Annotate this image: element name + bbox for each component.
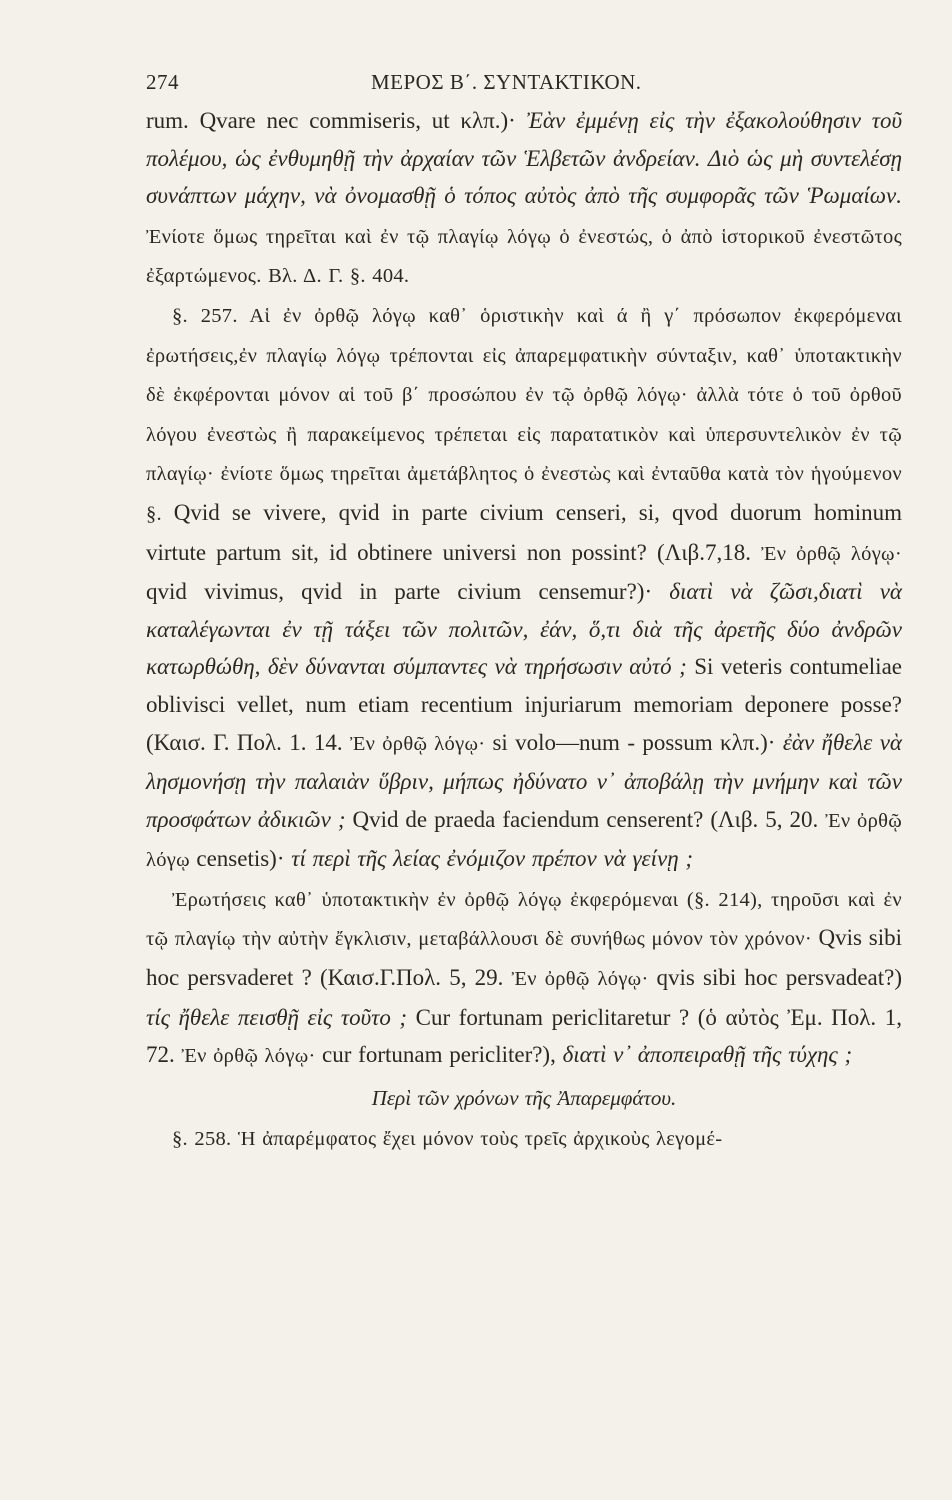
page-number: 274: [146, 70, 179, 94]
text-segment: §. 258. Ἡ ἀπαρέμφατος ἔχει μόνον τοὺς τρεῖς ἀρχικοὺς λεγομέ-: [172, 1127, 723, 1150]
text-segment: si volo—num - possum κλπ.)·: [492, 729, 783, 755]
paragraph-continuation: [146, 102, 902, 296]
text-segment: Ἐν ὀρθῷ λόγῳ·: [511, 968, 657, 991]
text-segment: §. 257. Αἱ ἐν ὀρθῷ λόγῳ καθ᾽ ὁριστικὴν καὶ ά ἢ γ΄ πρόσωπον ἐκφερόμεναι ἐρωτήσεις,ἐν πλαγίῳ λόγῳ τρέπονται εἰς ἀπαρεμφατικὴν σύνταξιν, καθ᾽ ὑποτακτικὴν δὲ ἐκφέρονται μόνον αἱ τοῦ β΄ προσώπου ἐν τῷ ὀρθῷ λόγῳ· ἀλλὰ τότε ὁ τοῦ ὀρθοῦ λόγου ἐνεστὼς ἢ παρακείμενος τρέπεται εἰς παρατατικὸν καὶ ὑπερσυντελικὸν ἐν τῷ πλαγίῳ· ἐνίοτε ὅμως τηρεῖται ἀμετάβλητος ὁ ἐνεστὼς καὶ ἐνταῦθα κατὰ τὸν ἡγούμενον §.: [146, 304, 902, 525]
text-segment: Ἐρωτήσεις καθ᾽ ὑποτακτικὴν ἐν ὀρθῷ λόγῳ ἐκφερόμεναι (§. 214), τηροῦσι καὶ ἐν τῷ πλαγίῳ τὴν αὐτὴν ἔγκλισιν, μεταβάλλουσι δὲ συνήθως μόνον τὸν χρόνον·: [146, 888, 902, 951]
text-segment: qvis sibi hoc persvadeat?): [656, 965, 903, 991]
text-segment: Ἐνίοτε ὅμως τηρεῖται καὶ ἐν τῷ πλαγίῳ λόγῳ ὁ ἐνεστώς, ὁ ἀπὸ ἱστορικοῦ ἐνεστῶτος ἐξαρτώμενος. Βλ. Δ. Γ. §. 404.: [146, 225, 902, 288]
text-segment: cur fortunam pericliter?),: [322, 1042, 563, 1068]
text-segment: Qvis sibi hoc persvaderet ? (Καισ.Γ.Πολ. 5, 29.: [146, 925, 902, 991]
paragraph-258: [146, 1119, 902, 1159]
running-head: ΜΕΡΟΣ Β΄. ΣΥΝΤΑΚΤΙΚΟΝ.: [371, 70, 642, 94]
text-segment: Ἐν ὀρθῷ λόγῳ·: [350, 732, 493, 755]
text-segment: Ἐν ὀρθῷ λόγῳ: [146, 809, 903, 872]
text-segment: ἐὰν ἤθελε νὰ λησμονήσῃ τὴν παλαιὰν ὕβριν, μήπως ἠδύνατο ν᾽ ἀποβάλῃ τὴν μνήμην καὶ τῶν προσφάτων ἀδικιῶν ;: [146, 729, 903, 832]
paragraph-257: [146, 296, 902, 880]
text-segment: qvid vivimus, qvid in parte civium censemur?)·: [146, 579, 670, 605]
page-header: [146, 62, 902, 102]
paragraph-subjunctive-questions: [146, 880, 902, 1076]
text-segment: Qvid de praeda faciendum censerent? (Λιβ. 5, 20.: [352, 806, 826, 832]
text-segment: Qvid se vivere, qvid in parte civium censeri, si, qvod duorum hominum virtute partum sit, id obtinere universi non possint? (Λιβ.7,18.: [146, 499, 903, 565]
text-segment: τί περὶ τῆς λείας ἐνόμιζον πρέπον νὰ γείνῃ ;: [291, 846, 694, 872]
text-segment: διατὶ νὰ ζῶσι,διατὶ νὰ καταλέγωνται ἐν τῇ τάξει τῶν πολιτῶν, ἐάν, ὅ,τι διὰ τῆς ἀρετῆς δύο ἀνδρῶν κατωρθώθη, δὲν δύνανται σύμπαντες νὰ τηρήσωσιν αὐτό ;: [146, 579, 902, 680]
section-title: Περὶ τῶν χρόνων τῆς Ἀπαρεμφάτου.: [371, 1085, 677, 1110]
text-segment: Si veteris contumeliae oblivisci vellet, num etiam recentium injuriarum memoriam deponere posse? (Καισ. Γ. Πολ. 1. 14.: [146, 654, 902, 755]
text-segment: censetis)·: [196, 846, 292, 872]
text-segment: Ἐν ὀρθῷ λόγῳ·: [761, 542, 902, 565]
text-segment: Ἐν ὀρθῷ λόγῳ·: [181, 1045, 323, 1068]
text-segment: τίς ἤθελε πεισθῇ εἰς τοῦτο ;: [146, 1004, 416, 1030]
text-segment: Cur fortunam periclitaretur ? (ὁ αὐτὸς Ἐμ. Πολ. 1, 72.: [146, 1004, 902, 1068]
text-segment: διατὶ ν᾽ ἀποπειραθῇ τῆς τύχης ;: [562, 1042, 853, 1068]
body-text: [146, 102, 902, 1158]
text-segment: rum. Qvare nec commiseris, ut κλπ.)·: [146, 108, 527, 133]
text-segment: Ἐὰν ἐμμένῃ εἰς τὴν ἐξακολούθησιν τοῦ πολέμου, ὡς ἐνθυμηθῇ τὴν ἀρχαίαν τῶν Ἑλβετῶν ἀνδρείαν. Διὸ ὡς μὴ συντελέσῃ συνάπτων μάχην, νὰ ὀνομασθῇ ὁ τόπος αὐτὸς ἀπὸ τῆς συμφορᾶς τῶν Ῥωμαίων.: [146, 108, 902, 209]
